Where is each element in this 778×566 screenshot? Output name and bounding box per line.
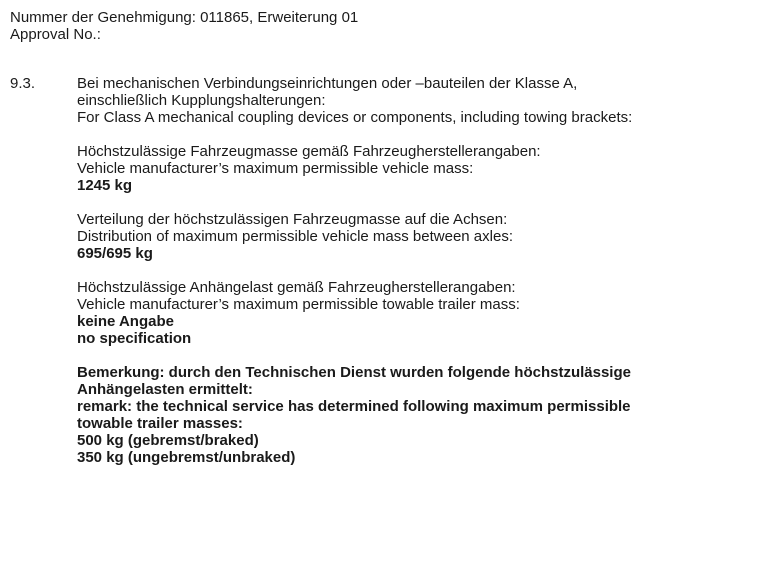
approval-number-en: Approval No.: [10, 26, 101, 43]
remark-braked-value: 500 kg (gebremst/braked) [77, 432, 259, 449]
remark-unbraked-value: 350 kg (ungebremst/unbraked) [77, 449, 296, 466]
approval-number-de: Nummer der Genehmigung: 011865, Erweiterung 01 [10, 9, 359, 26]
approval-header [10, 9, 358, 43]
section-intro-en: For Class A mechanical coupling devices or components, including towing brackets: [77, 109, 633, 126]
spacer [77, 262, 772, 279]
section-intro-de-2: einschließlich Kupplungshalterungen: [77, 92, 326, 109]
section-number: 9.3. [10, 75, 36, 92]
remark-block [77, 364, 772, 466]
remark-en-2: towable trailer masses: [77, 415, 243, 432]
trailer-mass-value-en: no specification [77, 330, 192, 347]
remark-de-2: Anhängelasten ermittelt: [77, 381, 253, 398]
max-mass-block [77, 143, 772, 194]
max-mass-label-en: Vehicle manufacturer’s maximum permissible vehicle mass: [77, 160, 474, 177]
trailer-mass-label-en: Vehicle manufacturer’s maximum permissible towable trailer mass: [77, 296, 520, 313]
trailer-mass-value-de: keine Angabe [77, 313, 174, 330]
remark-en-1: remark: the technical service has determined following maximum permissible [77, 398, 631, 415]
section-intro-de-1: Bei mechanischen Verbindungseinrichtungen oder –bauteilen der Klasse A, [77, 75, 578, 92]
trailer-mass-label-de: Höchstzulässige Anhängelast gemäß Fahrzeugherstellerangaben: [77, 279, 516, 296]
spacer [77, 347, 772, 364]
trailer-mass-block [77, 279, 772, 347]
axle-distribution-label-de: Verteilung der höchstzulässigen Fahrzeugmasse auf die Achsen: [77, 211, 508, 228]
axle-distribution-value: 695/695 kg [77, 245, 153, 262]
spacer [77, 126, 772, 143]
max-mass-value: 1245 kg [77, 177, 133, 194]
axle-distribution-block [77, 211, 772, 262]
remark-de-1: Bemerkung: durch den Technischen Dienst wurden folgende höchstzulässige [77, 364, 631, 381]
spacer [77, 194, 772, 211]
max-mass-label-de: Höchstzulässige Fahrzeugmasse gemäß Fahrzeugherstellerangaben: [77, 143, 541, 160]
section-body [77, 75, 772, 466]
axle-distribution-label-en: Distribution of maximum permissible vehicle mass between axles: [77, 228, 513, 245]
